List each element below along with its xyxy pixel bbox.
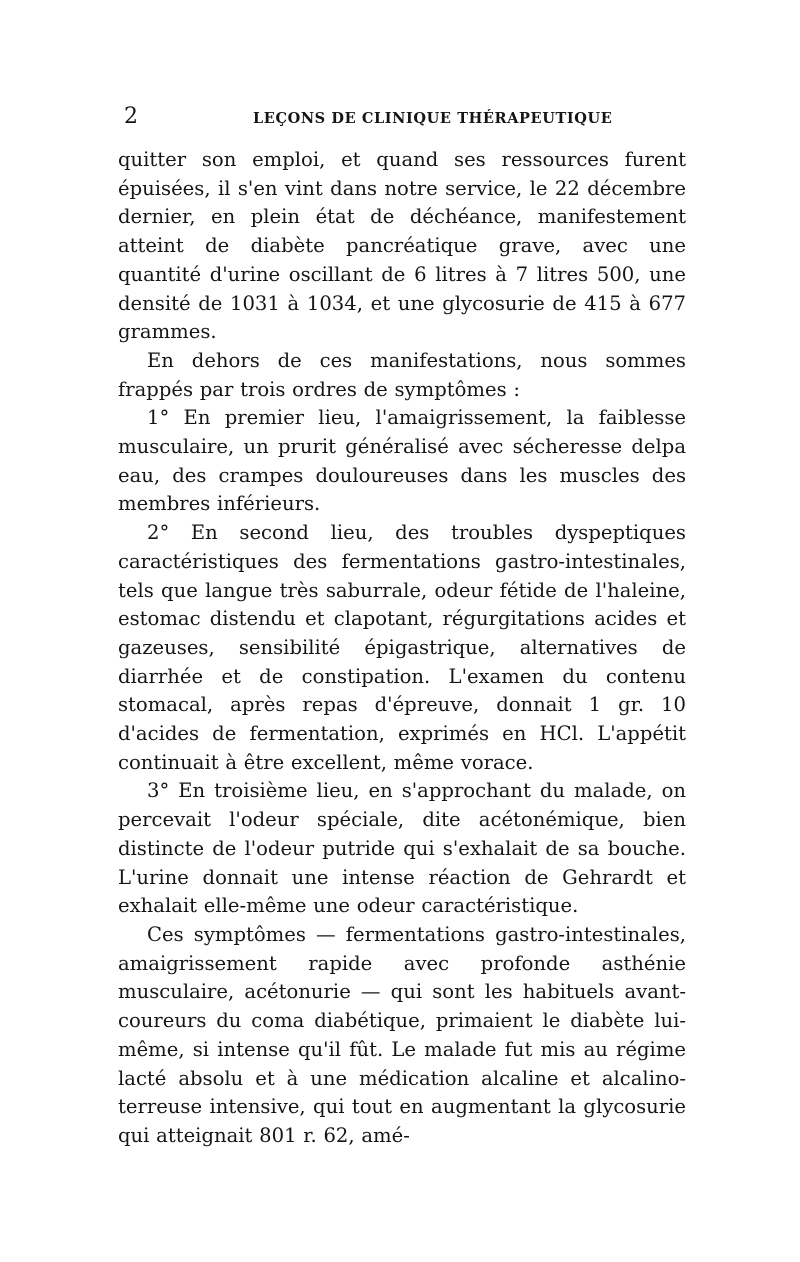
- paragraph-symptom-3: 3° En troisième lieu, en s'approchant du malade, on percevait l'odeur spéciale, dite acétonémique, bien distincte de l'odeur putride qui s'exhalait de sa bouche. L'urine donnait une intense réaction de Gehrardt et exhalait elle-même une odeur caractéristique.: [118, 779, 686, 918]
- running-header: [118, 104, 686, 138]
- book-page: [118, 104, 686, 1151]
- page-number: 2: [124, 104, 139, 129]
- running-title: LEÇONS DE CLINIQUE THÉRAPEUTIQUE: [253, 110, 613, 127]
- body-text: [118, 146, 686, 1151]
- paragraph-symptom-2: 2° En second lieu, des troubles dyspeptiques caractéristiques des fermentations gastro-intestinales, tels que langue très saburrale, odeur fétide de l'haleine, estomac distendu et clapotant, régurgitations acides et gazeuses, sensibilité épigastrique, alternatives de diarrhée et de constipation. L'examen du contenu stomacal, après repas d'épreuve, donnait 1 gr. 10 d'acides de fermentation, exprimés en HCl. L'appétit continuait à être excellent, même vorace.: [118, 521, 686, 774]
- paragraph-symptom-1: 1° En premier lieu, l'amaigrissement, la faiblesse musculaire, un prurit généralisé avec sécheresse delpa eau, des crampes douloureuses dans les muscles des membres inférieurs.: [118, 406, 686, 516]
- paragraph-symptoms-intro: En dehors de ces manifestations, nous sommes frappés par trois ordres de symptômes :: [118, 348, 686, 401]
- paragraph-treatment: Ces symptômes — fermentations gastro-intestinales, amaigrissement rapide avec profonde asthénie musculaire, acétonurie — qui sont les habituels avant-coureurs du coma diabétique, primaient le diabète lui-même, si intense qu'il fût. Le malade fut mis au régime lacté absolu et à une médication alcaline et alcalino-terreuse intensive, qui tout en augmentant la glycosurie qui atteignait 801 r. 62, amé-: [118, 922, 686, 1147]
- paragraph-continuation: quitter son emploi, et quand ses ressources furent épuisées, il s'en vint dans notre service, le 22 décembre dernier, en plein état de déchéance, manifestement atteint de diabète pancréatique grave, avec une quantité d'urine oscillant de 6 litres à 7 litres 500, une densité de 1031 à 1034, et une glycosurie de 415 à 677 grammes.: [118, 148, 686, 344]
